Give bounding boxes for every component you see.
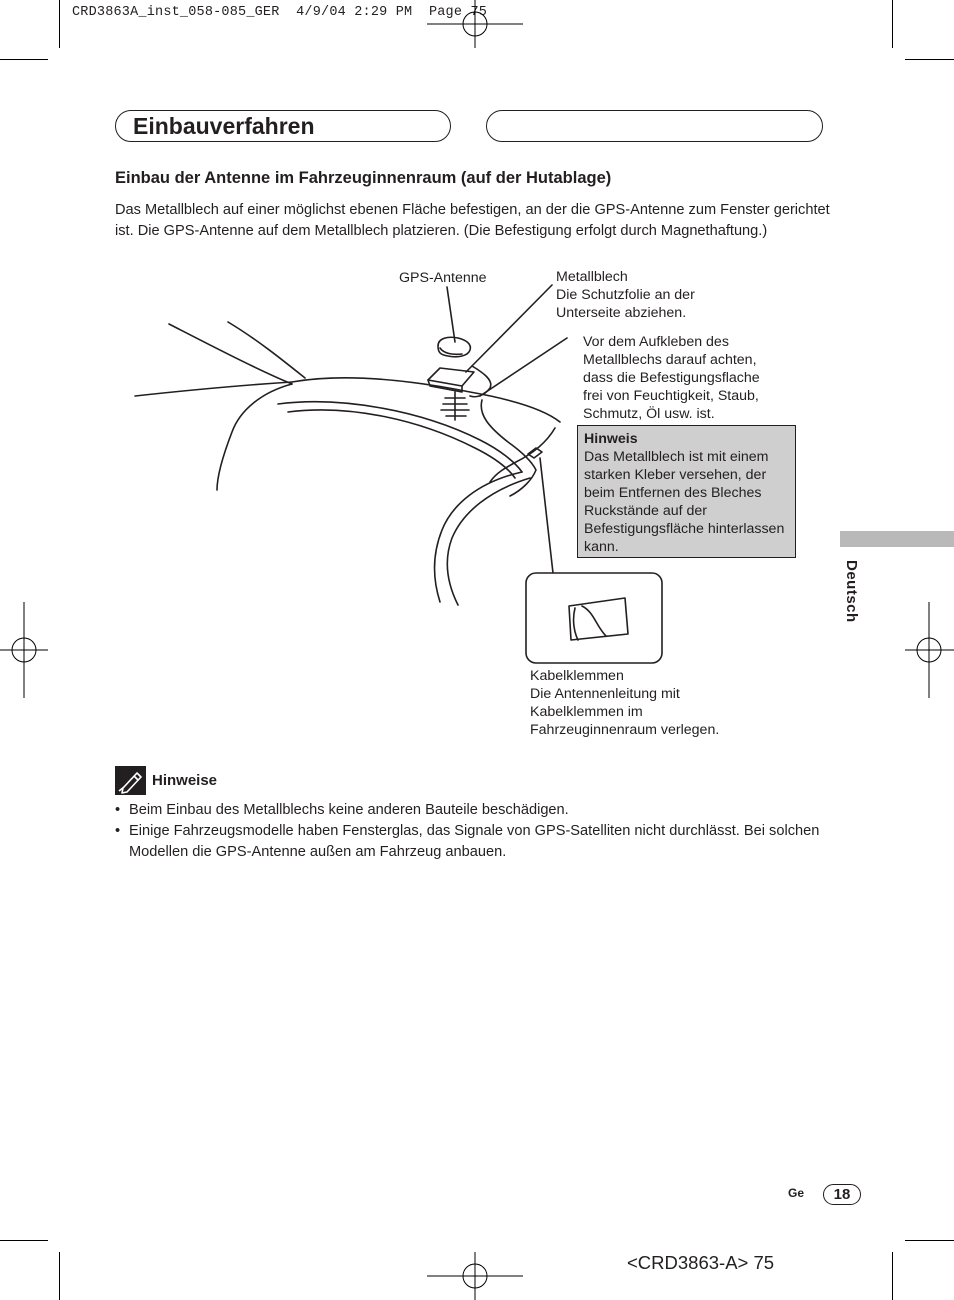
list-item: • Einige Fahrzeugsmodelle haben Fensterglas, das Signale von GPS-Satelliten nicht durchlässt. Bei solchen Modellen die GPS-Antenne außen am Fahrzeug anbauen. [115, 821, 835, 863]
hints-title: Hinweise [152, 772, 218, 789]
footer-code: <CRD3863-A> 75 [627, 1252, 775, 1273]
section-title: Einbauverfahren [133, 113, 315, 139]
pencil-icon [115, 766, 146, 795]
section-heading: Einbau der Antenne im Fahrzeuginnenraum (auf der Hutablage) [115, 169, 612, 187]
list-item: • Beim Einbau des Metallblechs keine anderen Bauteile beschädigen. [115, 800, 835, 821]
label-metal-plate: Metallblech Die Schutzfolie an der Unterseite abziehen. [556, 269, 695, 321]
label-gps-antenna: GPS-Antenne [399, 270, 487, 286]
language-tab-label: Deutsch [843, 560, 860, 623]
language-tab [840, 531, 954, 547]
hints-list [115, 800, 835, 863]
page-number: 18 [823, 1184, 861, 1205]
label-surface-preparation: Vor dem Aufkleben des Metallblechs darauf achten, dass die Befestigungsflache frei von Feuchtigkeit, Staub, Schmutz, Öl usw. ist. [583, 334, 760, 422]
note-box [577, 425, 796, 558]
print-header: CRD3863A_inst_058-085_GER 4/9/04 2:29 PM Page 75 [72, 5, 488, 20]
intro-paragraph: Das Metallblech auf einer möglichst ebenen Fläche befestigen, an der die GPS-Antenne zum Fenster gerichtet ist. Die GPS-Antenne auf dem Metallblech platzieren. (Die Befestigung erfolgt durch Magnethaftung.) [115, 202, 830, 239]
label-cable-clamps: Kabelklemmen Die Antennenleitung mit Kabelklemmen im Fahrzeuginnenraum verlegen. [530, 668, 720, 738]
note-text: Das Metallblech ist mit einem starken Kleber versehen, der beim Entfernen des Bleches Ruckstände auf der Befestigungsfläche hinterlassen kann. [584, 449, 785, 555]
language-code: Ge [788, 1186, 805, 1200]
note-title: Hinweis [584, 431, 638, 447]
